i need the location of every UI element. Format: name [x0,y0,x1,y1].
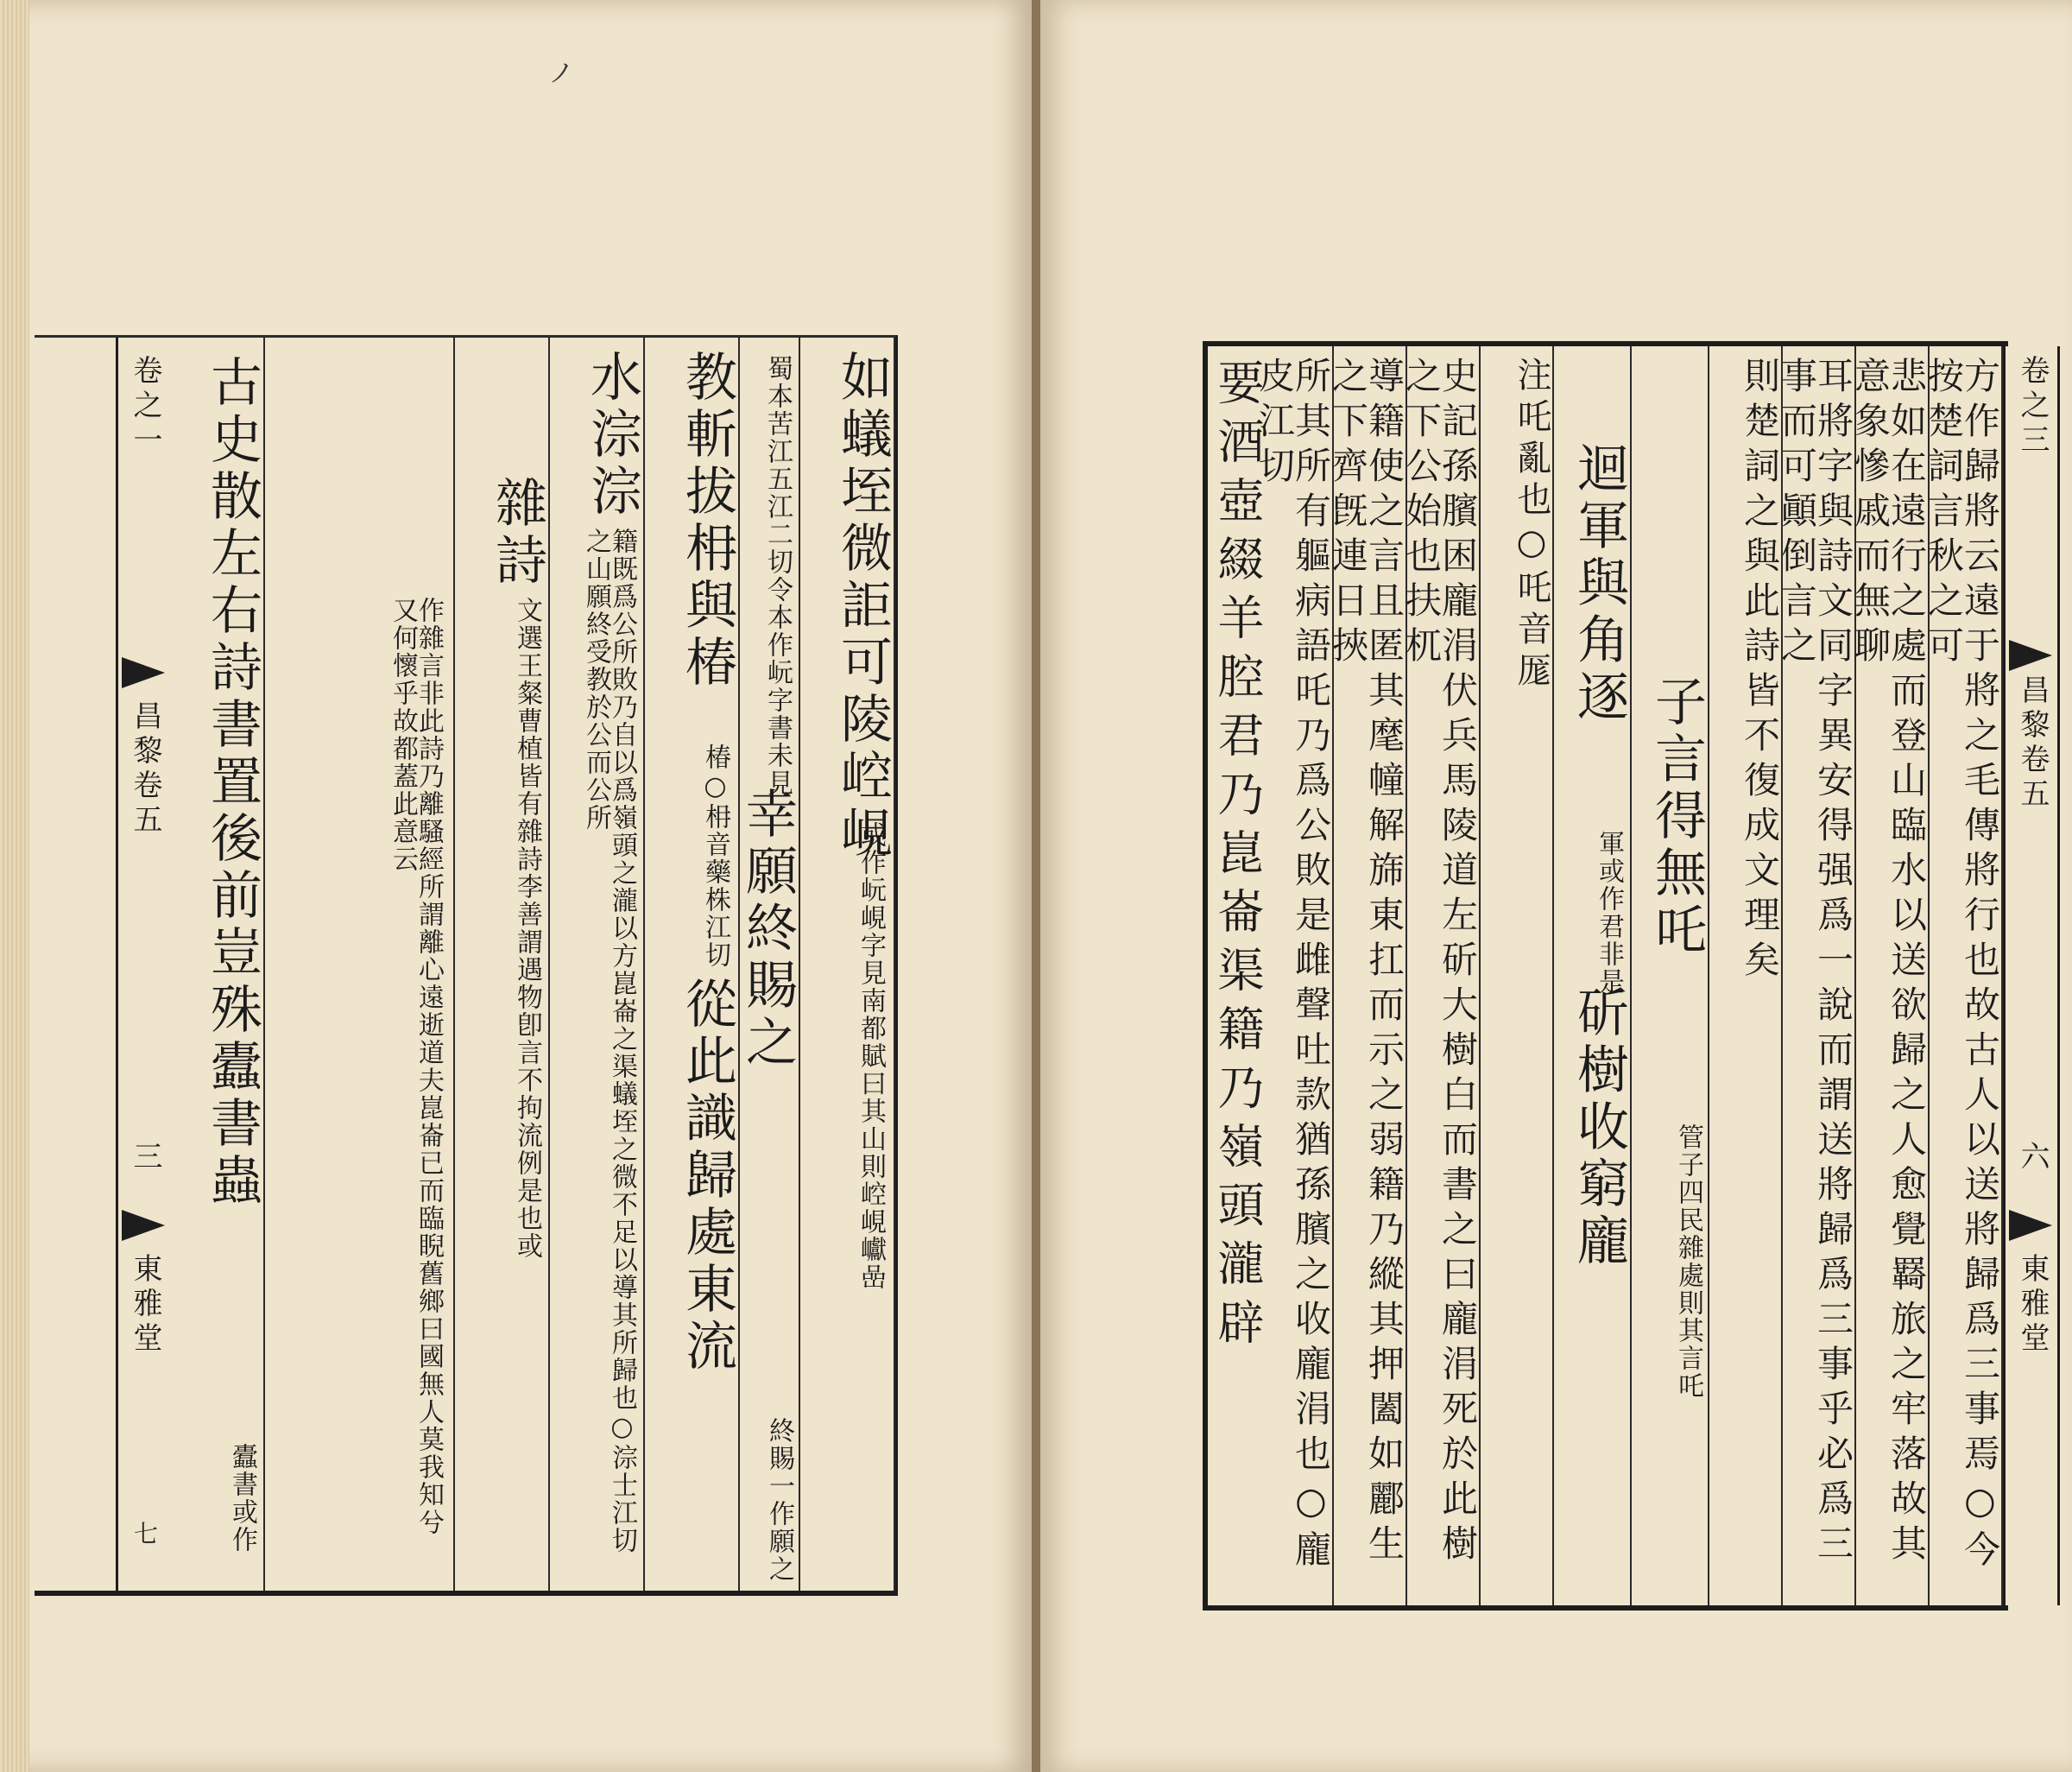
commentary-text: 方作歸將云遠于將之毛傳將行也故古人以送將歸爲三事焉○今按楚詞言秋之可 [1923,357,2001,1575]
text-column [1254,346,1334,1605]
text-column [168,338,265,1591]
text-column [1552,346,1632,1605]
commentary-text: 則楚詞之與此詩皆不復成文理矣 [1739,357,1781,985]
commentary-text: 注吒亂也○吒音厖 [1512,357,1551,693]
banner-publisher: 東雅堂 [2015,1253,2050,1357]
text-column [1630,346,1709,1605]
commentary-text: 導籍使之言且匿其麾幢解旆東扛而示之弱籍乃縱其押闔如酈生之下齊旣連日挾 [1327,357,1406,1569]
block-heart-banner [2006,346,2060,1605]
commentary-text: 悲如在遠行之處而登山臨水以送欲歸之人愈覺羇旅之牢落故其意象慘戚而無聊 [1849,357,1928,1569]
commentary-text: 所其所有軀病語吒乃爲公敗是雌聲吐款猶孫臏之收龐涓也○龐皮江切 [1254,357,1332,1575]
left-page [0,0,1032,1772]
main-text: 水淙淙 [582,350,642,521]
text-column [1208,346,1265,1605]
text-column [799,338,895,1591]
text-column [1923,346,2003,1605]
commentary-text: 或作岏峴字見南都賦曰其山則崆峴巘嵒 [856,821,886,1291]
banner-publisher: 東雅堂 [128,1253,162,1357]
main-text: 從此識歸處東流 [677,977,737,1376]
main-text: 子言得無吒 [1646,674,1707,959]
text-column [548,338,645,1591]
text-column [1708,346,1783,1605]
banner-section-number: 三 [128,1141,162,1175]
fish-tail-mark [2009,1210,2052,1241]
main-text: 古史散左右詩書置後前豈殊蠹書蟲 [202,355,262,1210]
fish-tail-mark [122,1210,165,1241]
main-text: 要酒壺綴羊腔君乃崑崙渠籍乃嶺頭瀧辟 [1210,358,1265,1357]
block-heart-banner [116,338,170,1591]
main-text: 斫樹收窮龐 [1569,985,1629,1270]
main-text: 雜詩 [487,476,547,590]
commentary-text: 史記孫臏困龐涓伏兵馬陵道左斫大樹白而書之曰龐涓死於此樹之下公始也扶杌 [1400,357,1479,1569]
book-gutter [1032,0,1040,1772]
commentary-text: 椿○枏音藥株江切 [700,744,730,969]
banner-title: 昌黎卷五 [2015,674,2050,813]
fish-tail-mark [2009,640,2052,671]
banner-volume-label: 卷之一 [128,355,162,459]
text-column [1849,346,1930,1605]
main-text: 幸願終賜之 [737,787,798,1072]
banner-title: 昌黎卷五 [128,700,162,839]
main-text: 教斬拔枏與椿 [677,350,737,692]
commentary-text: 蠹書或作 [227,1443,257,1554]
right-text-frame [1203,341,2050,1611]
right-page [1040,0,2072,1772]
text-column [1400,346,1481,1605]
main-text: 迴軍與角逐 [1569,441,1629,726]
fish-tail-mark [122,657,165,688]
text-column [263,338,455,1591]
text-column [1479,346,1554,1605]
text-column [1776,346,1856,1605]
text-column [643,338,740,1591]
main-text: 如蟻垤微詎可陵崆峴 [832,350,893,863]
text-column [1327,346,1407,1605]
commentary-text: 軍或作君非是 [1594,830,1624,996]
commentary-text: 管子四民雜處則其言吒 [1673,1123,1703,1400]
commentary-text: 終賜一作願之 [764,1417,794,1583]
commentary-text: 文選王粲曹植皆有雜詩李善謂遇物卽言不拘流例是也或 [512,597,542,1260]
left-text-frame [35,335,898,1596]
commentary-text: 耳將字與詩文同字異安得强爲一說而謂送將歸爲三事乎必爲三事而可顚倒言之 [1776,357,1854,1569]
stray-mark: ノ [548,59,574,89]
text-column [738,338,800,1591]
commentary-text: 作雜言非此詩乃離騷經所謂離心遠逝道夫崑崙已而臨睨舊鄉曰國無人莫我知兮又何懷乎故都蓋此意云 [388,597,444,1536]
page-edge [0,0,29,1772]
banner-volume-label: 卷之三 [2015,355,2050,459]
commentary-text: 蜀本苦江五江二切令本作岏字書未見 [762,355,793,797]
commentary-text: 籍既爲公所敗乃自以爲嶺頭之瀧以方崑崙之渠蟻垤之微不足以導其所歸也○淙士江切之山願終受教於公而公所 [581,528,637,1554]
text-column [453,338,550,1591]
leaf-number: 七 [130,1521,159,1550]
leaf-number: 六 [2015,1141,2050,1175]
